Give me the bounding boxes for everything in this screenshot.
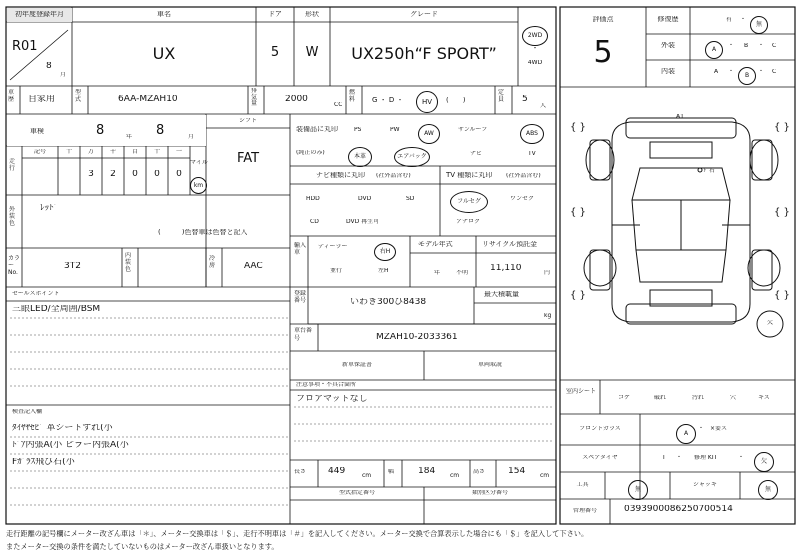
spare-dot: ・	[738, 455, 745, 461]
spare-tire-label: スペアタイヤ	[582, 455, 618, 461]
equip-aw-circled: AW	[418, 124, 440, 144]
chassis-label: 車台番号	[294, 327, 313, 342]
diagram-mark-kake: 欠	[766, 320, 773, 326]
equip-leather-circled: 本革	[348, 147, 372, 167]
windshield-replace: ×要ス	[710, 426, 728, 432]
mileage-head: 十	[65, 149, 72, 155]
mileage-head: 千	[109, 149, 116, 155]
windshield-label: フロントガラス	[579, 426, 621, 432]
spare-kit: 修理 KIT	[694, 455, 718, 461]
fuel-options: G ・ D ・	[372, 97, 404, 104]
diagram-mark-a1: A1	[676, 114, 684, 120]
windshield-dot: ・	[698, 426, 705, 432]
mileage-head: 百	[131, 149, 138, 155]
import-label: 輸入車	[294, 242, 306, 257]
tools-no-circled: 無	[628, 480, 648, 500]
exterior-sep: ・	[758, 43, 765, 49]
shape-label: 形状	[305, 11, 319, 18]
height-label: 高さ	[473, 469, 486, 475]
exterior-c: C	[772, 43, 777, 49]
notes-value: フロアマットなし	[296, 395, 368, 404]
displacement-unit: CC	[334, 102, 343, 108]
equipment-label: 装備品に丸印	[296, 126, 338, 133]
jack-no-circled: 無	[758, 480, 778, 500]
mileage-mark-label: 記号	[33, 149, 46, 155]
windshield-a-circled: A	[676, 424, 696, 444]
shape-value: W	[305, 46, 319, 60]
bracket-mark: { }	[774, 122, 790, 133]
tv-type-label: TV 種類に丸印	[446, 172, 493, 179]
shaken-month: 8	[156, 124, 165, 138]
bracket-mark: { }	[570, 207, 586, 218]
fuel-paren: ( )	[446, 97, 466, 104]
import-right-circled: 右H	[374, 243, 396, 261]
navi-dvd: DVD	[358, 196, 372, 202]
car-name-label: 車名	[157, 11, 171, 18]
exterior-a-circled: A	[705, 41, 723, 59]
shift-value: FAT	[236, 152, 260, 166]
equip-pw: PW	[390, 127, 400, 133]
equip-navi: ナビ	[470, 151, 483, 157]
sales-point-label: セールスポイント	[12, 291, 60, 297]
model-year-unknown: 不明	[456, 270, 469, 276]
width-unit: cm	[450, 473, 460, 479]
sheet-ana: 穴	[730, 395, 737, 401]
plate-label: 登録番号	[294, 290, 306, 305]
jack-label: ジャッキ	[693, 482, 717, 488]
recycle-value: 11,110	[490, 264, 522, 273]
model-year-unit: 年	[434, 270, 441, 276]
sheet-yogore: 汚れ	[692, 395, 705, 401]
mileage-digit: 0	[176, 170, 182, 179]
height-unit: cm	[540, 473, 550, 479]
footer-note-2: またメーター交換の条件を満たしていないものはメーター改ざん車扱いとなります。	[6, 543, 279, 551]
color-no-label: カラーNo.	[8, 255, 21, 277]
chassis-value: MZAH10-2033361	[376, 333, 458, 342]
warranty-label: 新車保証書	[341, 362, 372, 368]
tv-type-sub: (社外品含む)	[506, 173, 541, 179]
shaken-year: 8	[96, 124, 105, 138]
width-value: 184	[418, 467, 436, 476]
inspector-label: 検査記入欄	[12, 409, 43, 415]
length-value: 449	[328, 467, 346, 476]
mileage-label: 走行	[9, 158, 16, 173]
car-name: UX	[152, 45, 176, 63]
first-reg-month-unit: 月	[60, 72, 67, 78]
interior-sep: ・	[758, 69, 765, 75]
mileage-head: 万	[87, 149, 94, 155]
type-designation-label: 型式指定番号	[338, 490, 375, 496]
fuel-label: 燃料	[349, 89, 356, 104]
equip-ps: PS	[354, 127, 362, 133]
interior-b-circled: B	[738, 67, 756, 85]
tv-fullseg-circled: フルセグ	[450, 191, 488, 213]
inspector-line: ﾀｲﾔﾔｾﾋﾞ 革シートすれ(小	[12, 424, 113, 433]
equip-tv: TV	[528, 151, 536, 157]
interior-label: 内装	[661, 68, 675, 75]
spare-dot: ・	[676, 455, 683, 461]
tv-oneseg: ワンセグ	[510, 196, 535, 202]
navi-hdd: HDD	[306, 196, 320, 202]
width-label: 幅	[388, 469, 395, 475]
first-reg-label: 初年度登録年月	[15, 11, 64, 18]
import-dealer: ディーラー	[318, 244, 348, 250]
bracket-mark: { }	[570, 290, 586, 301]
first-reg-era: R01	[12, 40, 38, 54]
inspector-line: Fｶﾞﾗｽ飛び石(小	[12, 458, 75, 467]
equip-airbag-circled: エアバック	[394, 147, 430, 167]
tools-label: 工具	[576, 482, 589, 488]
bracket-mark: { }	[774, 207, 790, 218]
model-value: 6AA-MZAH10	[118, 95, 178, 104]
recycle-unit: 円	[544, 270, 551, 276]
max-load-label: 最大積載量	[484, 291, 519, 298]
color-no-value: 3T2	[64, 262, 81, 271]
capacity-value: 5	[522, 95, 528, 104]
exterior-b: B	[744, 43, 749, 49]
tv-analog: アナログ	[456, 219, 481, 225]
exterior-sep: ・	[728, 43, 735, 49]
equip-sunroof: サンルーフ	[458, 127, 488, 133]
footer-note-1: 走行距離の記号欄にメーター改ざん車は「＊」、メーター交換車は「＄」、走行不明車は「＃」を記入してください。メーター交換で合算表示した場合にも「＄」を記入して下さい。	[6, 530, 589, 538]
notes-label: 注意事項・不具合箇所	[296, 382, 357, 388]
displacement-value: 2000	[285, 95, 308, 104]
score-label: 評価点	[592, 16, 614, 23]
color-note: ( )色替車は色替と記入	[158, 229, 248, 236]
mgmt-label: 管理番号	[572, 508, 597, 514]
aircon-label: 冷房	[209, 255, 216, 270]
mileage-digit: 0	[154, 170, 160, 179]
plate-value: いわき300ひ8438	[350, 298, 427, 307]
repair-label: 修復歴	[657, 16, 679, 23]
repair-no-circled: 無	[750, 16, 768, 34]
first-reg-month: 8	[46, 62, 52, 71]
color-value: ﾚｯﾄﾞ	[40, 204, 59, 213]
max-load-unit: kg	[544, 313, 552, 319]
model-year-label: モデル年式	[418, 241, 453, 248]
navi-dvd-play: DVD 再生可	[346, 219, 380, 225]
mgmt-value: 0393900086250700514	[624, 505, 733, 514]
interior-color-label: 内装色	[125, 252, 132, 274]
grade-value: UX250h“F SPORT”	[351, 45, 497, 63]
import-parallel: 並行	[330, 268, 343, 274]
score-value: 5	[593, 36, 613, 69]
sheet-yabure: 破れ	[654, 395, 667, 401]
sheet-koge: コゲ	[618, 395, 631, 401]
exterior-label: 外装	[661, 42, 675, 49]
spare-t: T	[662, 455, 666, 461]
interior-sep: ・	[728, 69, 735, 75]
navi-sd: SD	[406, 196, 415, 202]
door-label: ドア	[268, 11, 282, 18]
shift-label: シフト	[238, 118, 257, 124]
mileage-mile-label: マイル	[190, 160, 208, 166]
sales-point-value: 三眼LED/全周囲/BSM	[12, 305, 101, 314]
mileage-digit: 0	[132, 170, 138, 179]
equip-abs-circled: ABS	[520, 124, 544, 144]
mileage-head: 十	[153, 149, 160, 155]
color-label: 外装色	[9, 206, 16, 228]
import-left: 左H	[378, 268, 389, 274]
drive-2wd-circled: 2WD	[522, 26, 548, 46]
use-label: 車歴	[8, 89, 15, 104]
length-unit: cm	[362, 473, 372, 479]
mileage-digit: 3	[88, 170, 94, 179]
recycle-label: リサイクル預託金	[482, 241, 538, 248]
bracket-mark: { }	[570, 122, 586, 133]
drive-dot: ・	[531, 45, 539, 52]
mileage-digit: 2	[110, 170, 116, 179]
navi-type-label: ナビ種類に丸印	[316, 172, 365, 179]
mileage-km-circled: km	[190, 177, 207, 194]
aircon-value: AAC	[244, 262, 263, 271]
door-count: 5	[270, 46, 280, 60]
shaken-month-unit: 月	[188, 134, 195, 140]
navi-type-sub: (社外品含む)	[376, 173, 411, 179]
interior-a: A	[714, 69, 719, 75]
length-label: 長さ	[294, 469, 307, 475]
displacement-label: 排気量	[251, 88, 258, 108]
shaken-label: 車検	[30, 128, 44, 135]
shaken-year-unit: 年	[126, 134, 133, 140]
navi-cd: CD	[310, 219, 319, 225]
fuel-hv-circled: HV	[416, 91, 438, 113]
capacity-unit: 人	[540, 103, 547, 109]
repair-dot: ・	[740, 17, 747, 23]
class-number-label: 類別区分番号	[471, 490, 508, 496]
repair-yes: 有	[726, 17, 733, 23]
interior-c: C	[772, 69, 777, 75]
equipment-sub: (純正のみ)	[296, 150, 325, 156]
mileage-head: 一	[175, 149, 182, 155]
interior-sheet-label: 室内シート	[566, 388, 596, 395]
drive-4wd: 4WD	[527, 60, 543, 66]
use-value: 自家用	[28, 95, 56, 104]
bracket-mark: { }	[774, 290, 790, 301]
capacity-label: 定員	[498, 89, 505, 104]
manual-label: 車両取説	[477, 362, 502, 368]
diagram-mark-right: ﾄﾞ右	[703, 168, 716, 174]
grade-label: グレード	[410, 11, 438, 18]
spare-kake-circled: 欠	[754, 452, 774, 472]
sheet-kizu: キズ	[758, 395, 770, 401]
height-value: 154	[508, 467, 526, 476]
model-label: 型式	[75, 89, 82, 104]
inspector-line: ﾄﾞｱ内張A(小 ピラー内張A(小	[12, 441, 129, 450]
